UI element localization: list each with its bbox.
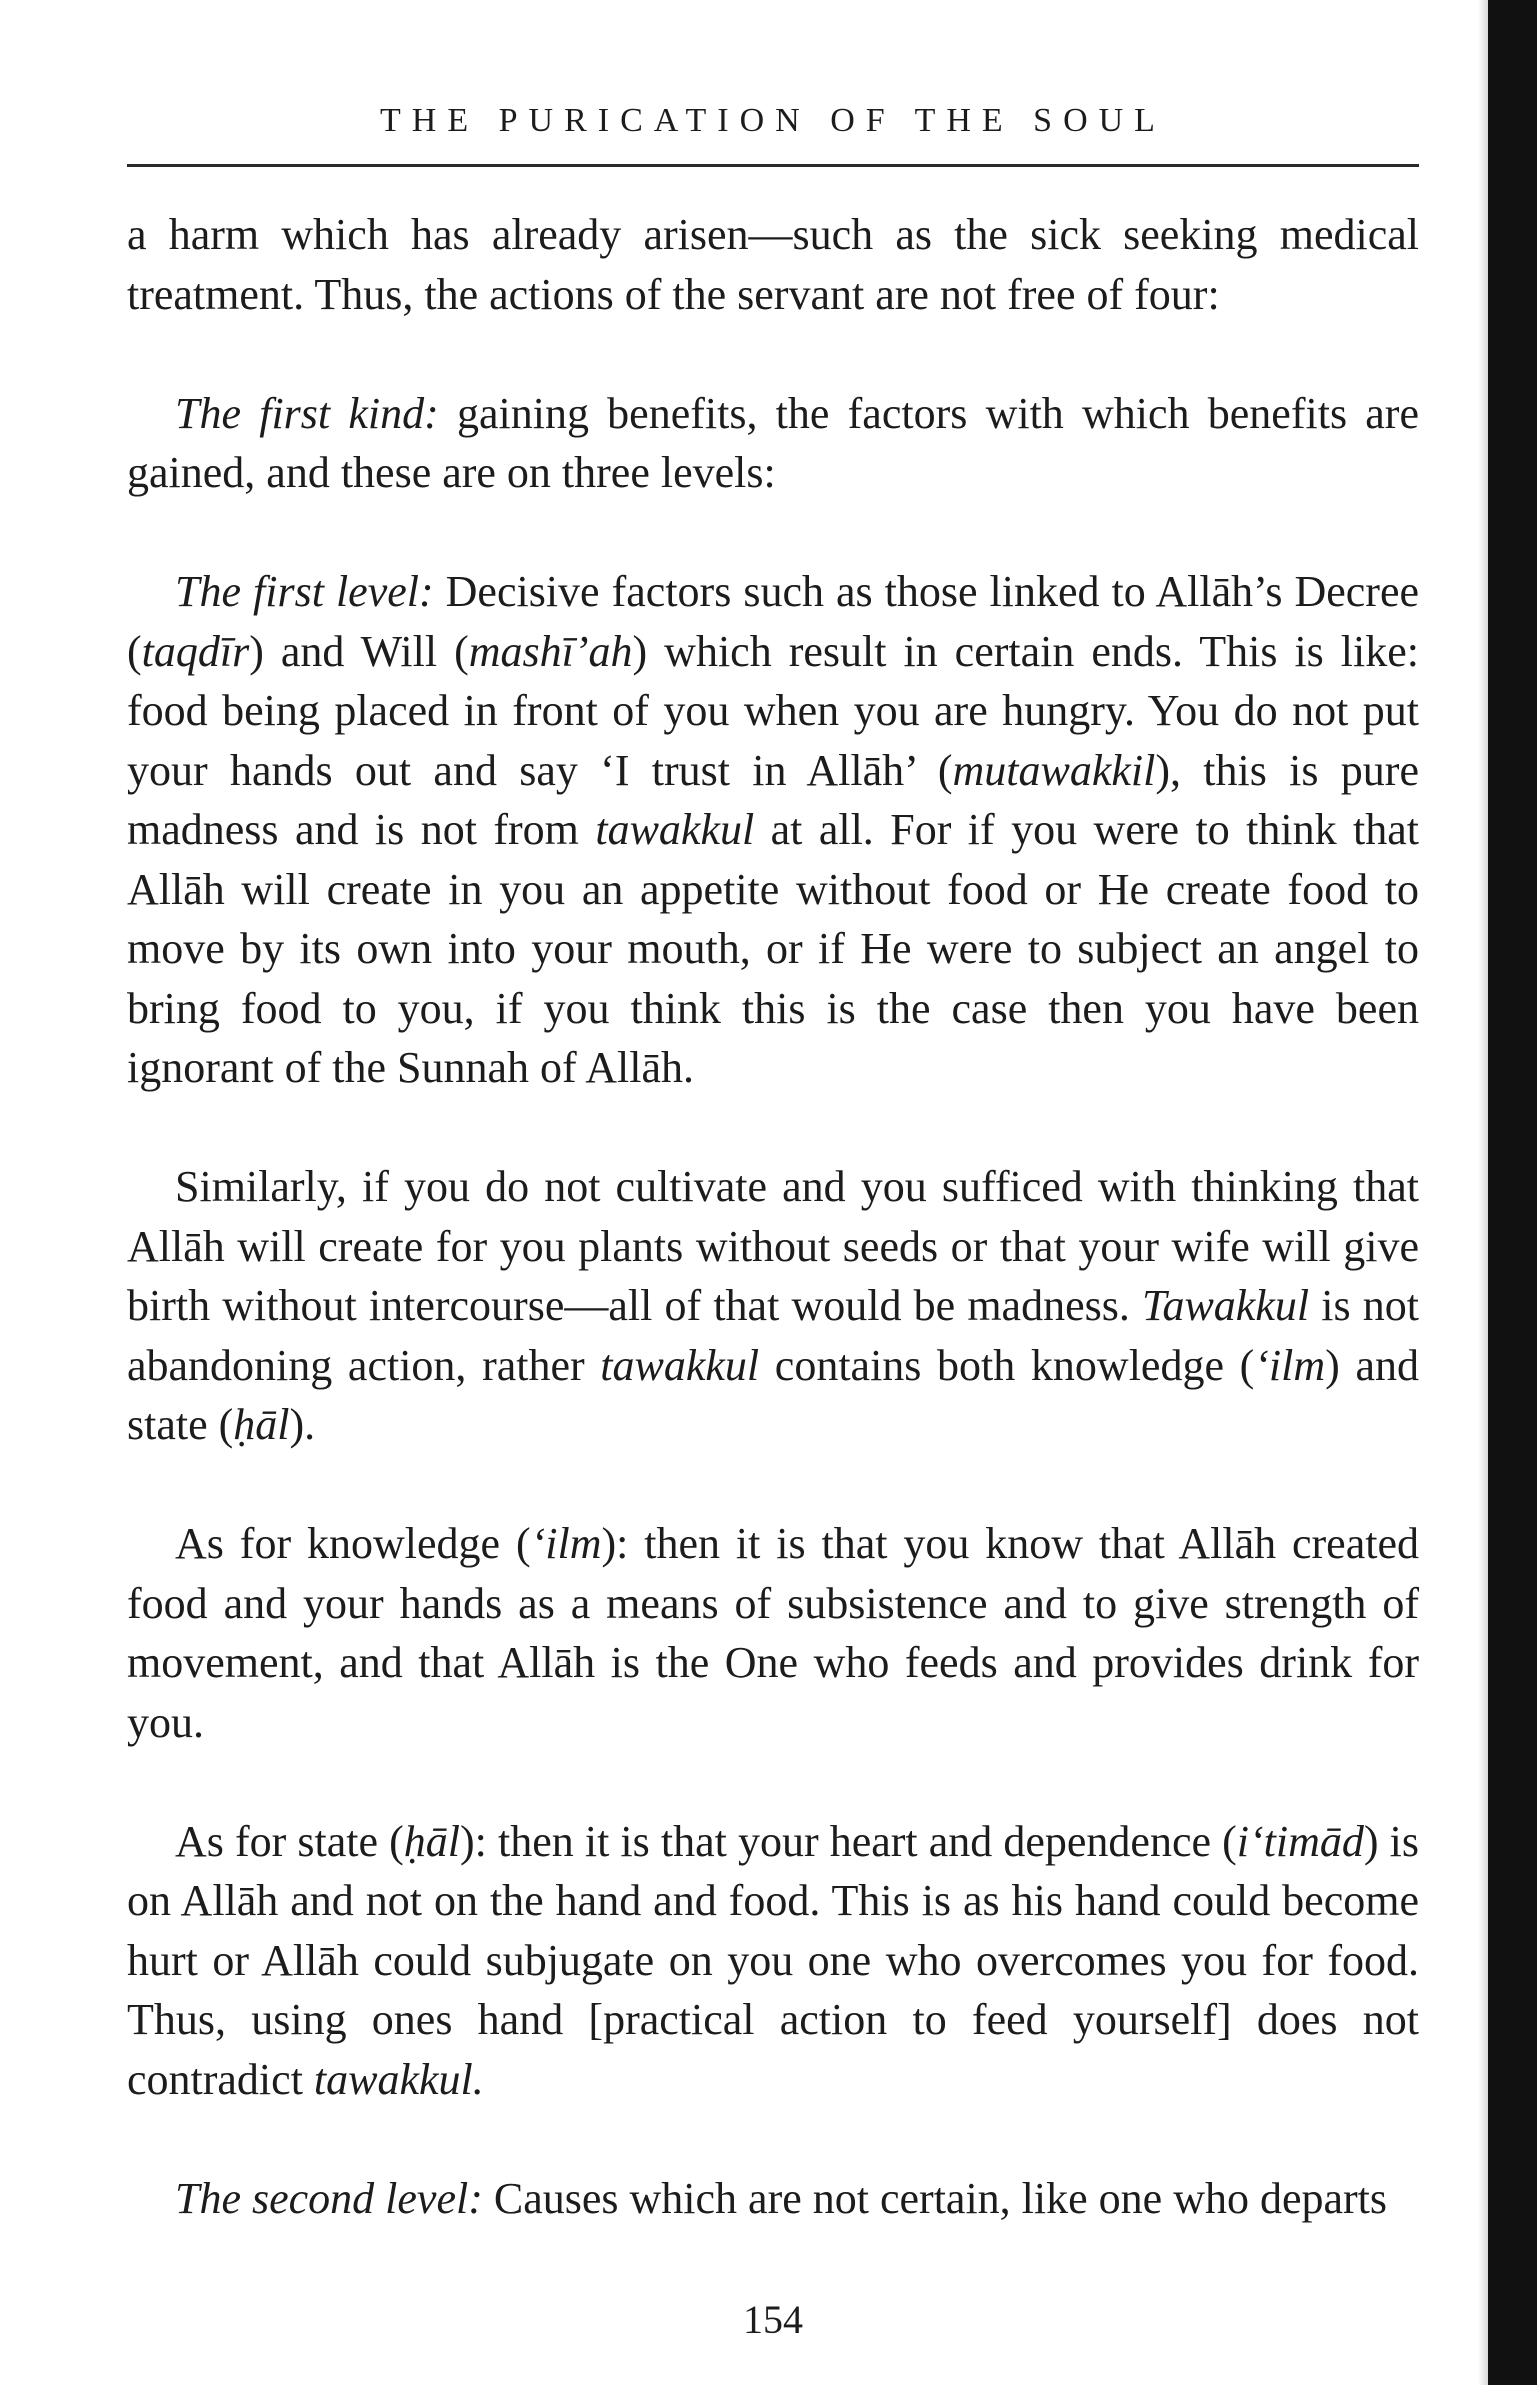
italic-term: tawakkul [595, 805, 755, 854]
text-run: Decisive factors such as those linked to Allāh’s Decree ( [127, 567, 1420, 676]
italic-term: i‘timād [1236, 1816, 1364, 1866]
paragraph-knowledge [127, 1514, 1419, 1752]
paragraph-continuation [127, 205, 1419, 324]
text-run: As for knowledge ( [175, 1519, 531, 1568]
paragraph-first-kind [127, 384, 1419, 503]
italic-term: ‘ilm [530, 1519, 602, 1568]
italic-term: tawakkul [600, 1340, 760, 1390]
text-run: ) and Will ( [249, 626, 469, 676]
text-run: a harm which has already arisen—such as the sick seeking medical treatment. Thus, the actions of the servant are not free of four: [127, 210, 1419, 319]
page-number: 154 [743, 2297, 803, 2342]
running-head-title: THE PURICATION OF THE SOUL [380, 102, 1166, 139]
italic-term: taqdīr [141, 626, 250, 676]
book-spine-edge [1488, 0, 1537, 2385]
italic-term: ḥāl [233, 1400, 290, 1449]
text-run: ) and state ( [127, 1340, 1419, 1449]
paragraph-state [127, 1812, 1419, 2110]
italic-term: mashī’ah [468, 626, 633, 676]
header-rule [127, 164, 1419, 167]
italic-term: Tawakkul [1142, 1281, 1310, 1330]
text-run: ) is on Allāh and not on the hand and food. This is as his hand could become hurt or Allāh could subjugate on you one who overcomes you for food. Thus, using ones hand [practical action to feed yourself] does not contradict [127, 1816, 1419, 2104]
italic-term: ‘ilm [1254, 1340, 1326, 1390]
text-run: is not abandoning action, rather [127, 1281, 1420, 1390]
paragraph-similarly [127, 1157, 1419, 1455]
text-run: ). [289, 1400, 316, 1449]
text-run: Similarly, if you do not cultivate and you sufficed with thinking that Allāh will create for you plants without seeds or that your wife will give birth without intercourse—all of that would be madness. [127, 1162, 1419, 1330]
text-run: ), this is pure madness and is not from [127, 745, 1419, 854]
italic-term: tawakkul. [313, 2054, 484, 2104]
italic-term: ḥāl [403, 1816, 461, 1866]
text-run: at all. For if you were to think that Allāh will create in you an appetite without food or He create food to move by its own into your mouth, or if He were to subject an angel to bring food to you, if you think this is the case then you have been ignorant of the Sunnah of Allāh. [127, 805, 1419, 1092]
text-run: As for state ( [175, 1816, 404, 1866]
paragraph-second-level [127, 2169, 1419, 2229]
italic-term: The first kind: [175, 388, 439, 438]
text-run: ): then it is that you know that Allāh created food and your hands as a means of subsistence and to give strength of movement, and that Allāh is the One who feeds and provides drink for you. [127, 1519, 1419, 1747]
body-text [127, 205, 1419, 2288]
text-run: gaining benefits, the factors with which benefits are gained, and these are on three levels: [127, 388, 1419, 497]
text-run: contains both knowledge ( [759, 1340, 1255, 1390]
italic-term: The second level: [175, 2173, 483, 2223]
text-run: ): then it is that your heart and dependence ( [460, 1816, 1237, 1866]
text-run: ) which result in certain ends. This is like: food being placed in front of you when you are hungry. You do not put your hands out and say ‘I trust in Allāh’ ( [127, 626, 1420, 795]
italic-term: The first level: [175, 567, 434, 616]
italic-term: mutawakkil [952, 745, 1156, 795]
page-gutter-shadow [1478, 0, 1488, 2385]
text-run: Causes which are not certain, like one who departs [482, 2173, 1388, 2223]
paragraph-first-level [127, 562, 1419, 1098]
